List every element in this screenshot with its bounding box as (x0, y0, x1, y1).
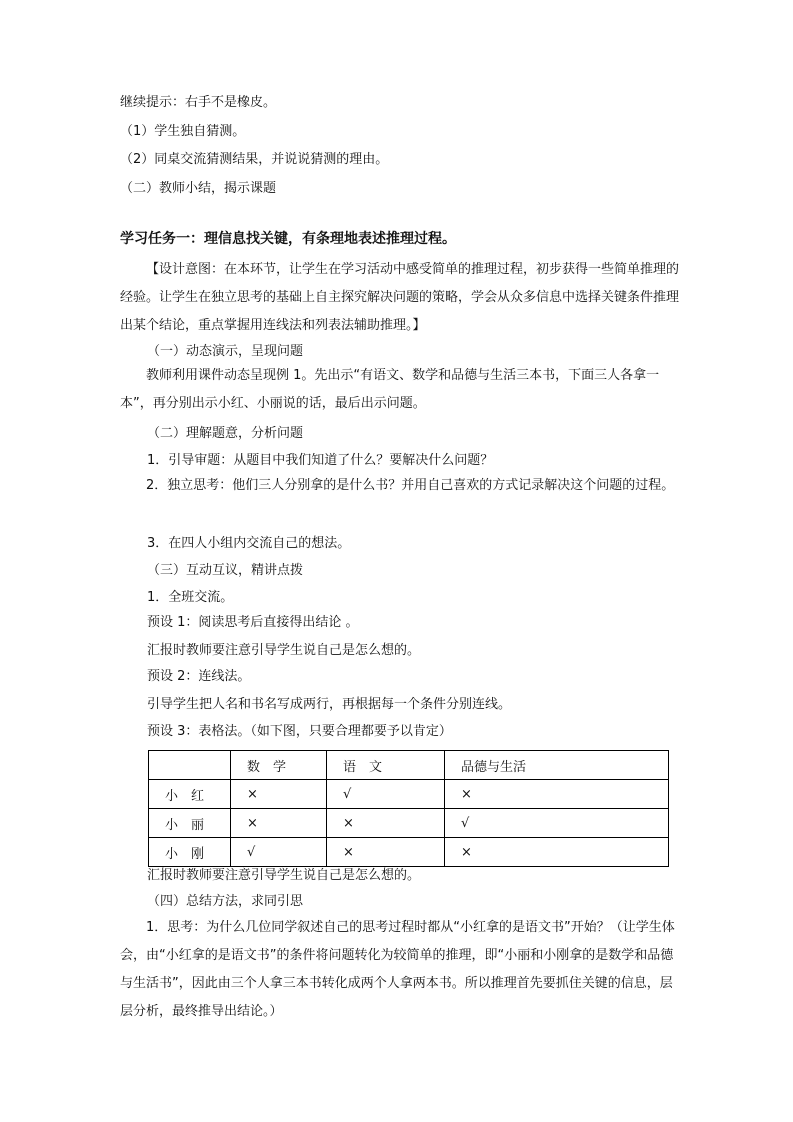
table-header-cell (149, 751, 231, 780)
task-heading: 学习任务一：理信息找关键，有条理地表述推理过程。 (120, 231, 456, 247)
group-discussion-line: 3．在四人小组内交流自己的想法。 (147, 536, 351, 551)
step-2-line: （2）同桌交流猜测结果，并说说猜测的理由。 (120, 152, 389, 167)
table-row (149, 838, 669, 867)
table-header-cell: 数 学 (231, 751, 327, 780)
subsection-two-heading: （二）理解题意，分析问题 (147, 426, 304, 441)
table-cell: √ (231, 838, 327, 867)
table-cell: × (327, 838, 445, 867)
line-method-line: 引导学生把人名和书名写成两行，再根据每一个条件分别连线。 (147, 697, 512, 712)
guide-question-line: 1．引导审题：从题目中我们知道了什么？要解决什么问题？ (147, 453, 494, 468)
subsection-three-heading: （三）互动互议，精讲点拨 (147, 563, 304, 578)
table-cell: √ (445, 809, 669, 838)
table-cell: × (231, 809, 327, 838)
table-cell: × (327, 809, 445, 838)
table-header-cell: 品德与生活 (445, 751, 669, 780)
table-row (149, 780, 669, 809)
design-intent-paragraph: 【设计意图：在本环节，让学生在学习活动中感受简单的推理过程，初步获得一些简单推理的经验。让学生在独立思考的基础上自主探究解决问题的策略，学会从众多信息中选择关键条件推理出某个结论，重点掌握用连线法和列表法辅助推理。】 (120, 262, 680, 333)
row-name-cell: 小 丽 (149, 809, 231, 838)
class-exchange-line: 1．全班交流。 (147, 590, 234, 605)
preset-1-line: 预设 1：阅读思考后直接得出结论 。 (147, 615, 359, 630)
summary-paragraph: 1．思考：为什么几位同学叙述自己的思考过程时都从“小红拿的是语文书”开始？（让学生体会，由“小红拿的是语文书”的条件将问题转化为较简单的推理，即“小丽和小刚拿的是数学和品德与生活书”，因此由三个人拿三本书转化成两个人拿两本书。所以推理首先要抓住关键的信息，层层分析，最终推导出结论。） (120, 920, 675, 1019)
step-1-line: （1）学生独自猜测。 (120, 124, 246, 139)
teacher-demo-paragraph: 教师利用课件动态呈现例 1。先出示“有语文、数学和品德与生活三本书，下面三人各拿一本”，再分别出示小红、小丽说的话，最后出示问题。 (120, 368, 660, 411)
subsection-one-heading: （一）动态演示，呈现问题 (147, 344, 304, 359)
row-name-cell: 小 红 (149, 780, 231, 809)
table-header-row (149, 751, 669, 780)
preset-3-line: 预设 3：表格法。（如下图，只要合理都要予以肯定） (147, 724, 452, 739)
reasoning-table (148, 750, 669, 867)
table-cell: × (445, 838, 669, 867)
section-two-heading: （二）教师小结，揭示课题 (120, 181, 277, 196)
hint-line: 继续提示：右手不是橡皮。 (120, 95, 277, 110)
table-row (149, 809, 669, 838)
table-header-cell: 语 文 (327, 751, 445, 780)
table-cell: √ (327, 780, 445, 809)
subsection-four-heading: （四）总结方法，求同引思 (147, 894, 304, 909)
report-note-line: 汇报时教师要注意引导学生说自己是怎么想的。 (147, 868, 421, 883)
table-cell: × (445, 780, 669, 809)
independent-thinking-paragraph: 2．独立思考：他们三人分别拿的是什么书？并用自己喜欢的方式记录解决这个问题的过程。 (146, 478, 675, 493)
preset-2-line: 预设 2：连线法。 (147, 669, 251, 684)
table-cell: × (231, 780, 327, 809)
report-note-line: 汇报时教师要注意引导学生说自己是怎么想的。 (147, 643, 421, 658)
row-name-cell: 小 刚 (149, 838, 231, 867)
